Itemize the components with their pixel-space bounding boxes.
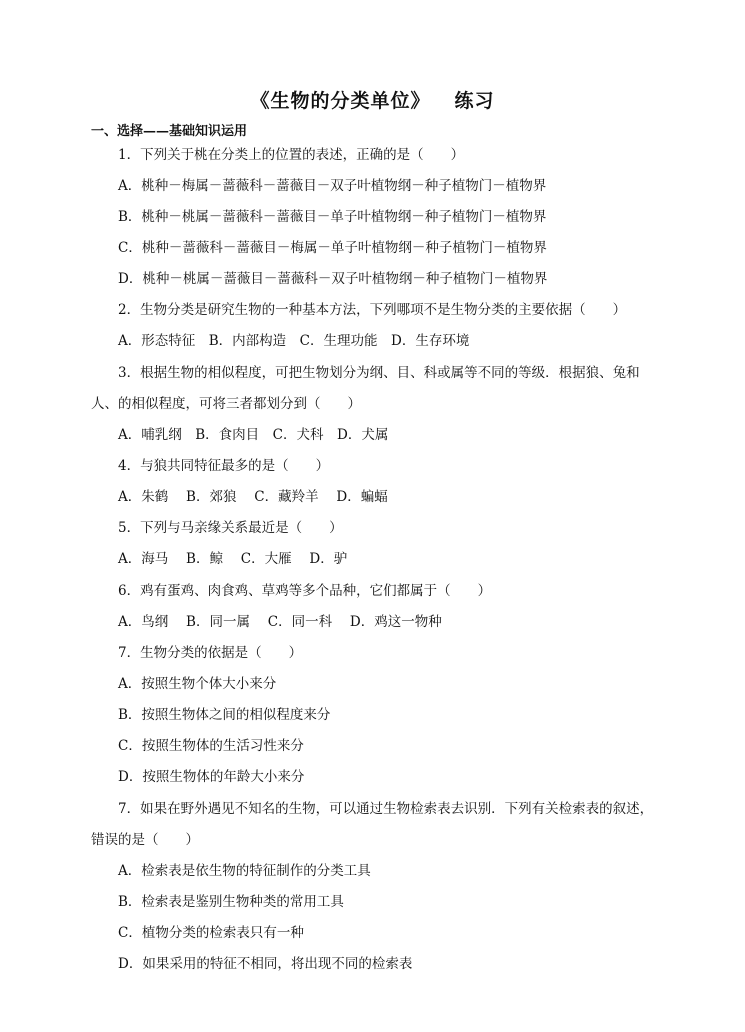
option-8b: B．检索表是鉴别生物种类的常用工具 [118, 894, 344, 910]
question-3-cont: 人、的相似程度，可将三者都划分到（ ） [91, 396, 361, 412]
options-2: A．形态特征 B．内部构造 C．生理功能 D．生存环境 [118, 333, 470, 349]
option-7a: A．按照生物个体大小来分 [118, 676, 277, 692]
question-1: 1．下列关于桃在分类上的位置的表述，正确的是（ ） [118, 147, 465, 163]
question-8: 7．如果在野外遇见不知名的生物，可以通过生物检索表去识别．下列有关检索表的叙述， [118, 801, 654, 817]
option-8a: A．检索表是依生物的特征制作的分类工具 [118, 863, 371, 879]
title-sub: 练习 [454, 90, 495, 112]
option-1b: B．桃种－桃属－蔷薇科－蔷薇目－单子叶植物纲－种子植物门－植物界 [118, 209, 547, 225]
section-heading: 一、选择——基础知识运用 [91, 124, 248, 139]
option-8c: C．植物分类的检索表只有一种 [118, 925, 304, 941]
question-6: 6．鸡有蛋鸡、肉食鸡、草鸡等多个品种，它们都属于（ ） [118, 583, 492, 599]
question-4: 4．与狼共同特征最多的是（ ） [118, 458, 330, 474]
option-1c: C．桃种－蔷薇科－蔷薇目－梅属－单子叶植物纲－种子植物门－植物界 [118, 240, 547, 256]
title-main: 《生物的分类单位》 [250, 90, 431, 112]
page-title [0, 86, 745, 113]
option-7b: B．按照生物体之间的相似程度来分 [118, 707, 331, 723]
options-3: A．哺乳纲 B．食肉目 C．犬科 D．犬属 [118, 427, 389, 443]
options-5: A．海马 B．鲸 C．大雁 D．驴 [118, 551, 348, 567]
question-3: 3．根据生物的相似程度，可把生物划分为纲、目、科或属等不同的等级．根据狼、兔和 [118, 365, 640, 381]
question-5: 5．下列与马亲缘关系最近是（ ） [118, 520, 343, 536]
option-8d: D．如果采用的特征不相同，将出现不同的检索表 [118, 956, 413, 972]
question-8-cont: 错误的是（ ） [91, 832, 199, 848]
option-7c: C．按照生物体的生活习性来分 [118, 738, 304, 754]
option-1d: D．桃种－桃属－蔷薇目－蔷薇科－双子叶植物纲－种子植物门－植物界 [118, 271, 548, 287]
question-7: 7．生物分类的依据是（ ） [118, 645, 303, 661]
option-1a: A．桃种－梅属－蔷薇科－蔷薇目－双子叶植物纲－种子植物门－植物界 [118, 178, 547, 194]
question-2: 2．生物分类是研究生物的一种基本方法，下列哪项不是生物分类的主要依据（ ） [118, 302, 627, 318]
options-4: A．朱鹤 B．郊狼 C．藏羚羊 D．蝙蝠 [118, 489, 388, 505]
option-7d: D．按照生物体的年龄大小来分 [118, 769, 305, 785]
options-6: A．鸟纲 B．同一属 C．同一科 D．鸡这一物种 [118, 614, 442, 630]
